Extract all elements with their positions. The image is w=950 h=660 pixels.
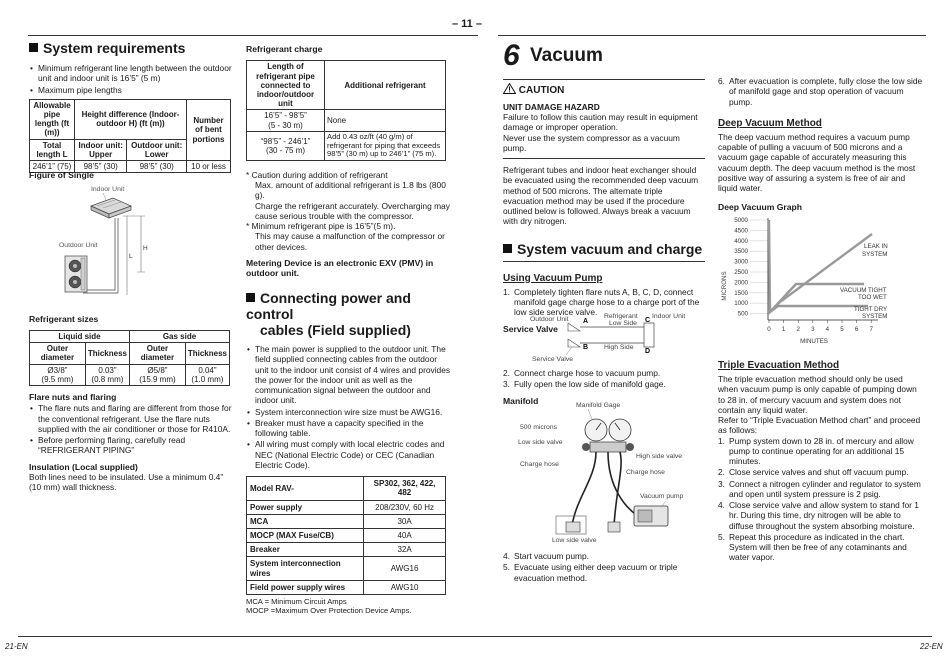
list-item: • The main power is supplied to the outdoor unit. The field supplied connecting cables from the outdoor unit to the indoor unit consist of 4 wires and provides the power for the indoor unit as well as the communication signal between the outdoor and indoor unit.	[246, 344, 452, 406]
vacuum-step-6	[718, 76, 923, 107]
chapter-heading: 6 Vacuum	[503, 39, 603, 72]
svg-text:Low side valve: Low side valve	[518, 439, 563, 446]
right-column	[718, 76, 923, 213]
leak-label-2: SYSTEM	[862, 251, 888, 258]
footer-right-page: 22-EN	[920, 642, 943, 651]
header-divider-right	[498, 35, 926, 36]
triple-evac-title: Triple Evacuation Method	[718, 360, 840, 371]
x-tick-label: 1	[781, 326, 786, 333]
flare-list	[29, 403, 234, 455]
table-row: Breaker 32A	[247, 543, 446, 557]
y-tick-label: 3000	[734, 258, 748, 266]
service-valve-title: Service Valve	[503, 323, 558, 334]
vt-label-2: TOO WET	[858, 294, 887, 301]
list-item: 2. Connect charge hose to vacuum pump.	[503, 368, 661, 378]
table-row: System interconnection wires AWG16	[247, 557, 446, 580]
electrical-spec-table	[246, 476, 446, 595]
requirements-list	[29, 63, 234, 95]
flare-title: Flare nuts and flaring	[29, 392, 117, 402]
system-requirements-heading: System requirements	[29, 40, 234, 56]
x-tick-label: 3	[811, 326, 815, 333]
vt-label-1: VACUUM TIGHT	[840, 287, 887, 294]
list-item: 1. Pump system down to 28 in. of mercury and allow pump to continue operating for an additional 15 minutes.	[718, 435, 914, 467]
manifold-diagram	[516, 398, 696, 548]
deep-vacuum-text: The deep vacuum method requires a vacuum pump capable of pulling a vacuum of 500 microns and a vacuum gage capable of accurately measuring this vacuum depth. The deep vacuum method is the most positive way of assuring a system is free of air and liquid water.	[718, 131, 916, 194]
svg-text:D: D	[645, 348, 651, 355]
list-item: 5. Repeat this procedure as indicated in the chart. System will then be free of any cotaminants and water vapor.	[718, 531, 907, 563]
list-item: 2. Close service valves and shut off vacuum pump.	[718, 467, 909, 478]
y-tick-label: 500	[737, 310, 748, 318]
svg-text:Charge hose: Charge hose	[520, 461, 559, 468]
list-item: • All wiring must comply with local electric codes and NEC (National Electric Code) or CEC (Canadian Electric Code).	[246, 439, 452, 470]
list-item: • System interconnection wire size must be AWG16.	[246, 407, 452, 417]
system-vacuum-heading: System vacuum and charge	[503, 241, 705, 257]
footer-left-page: 21-EN	[5, 642, 28, 651]
svg-text:Charge hose: Charge hose	[626, 469, 665, 476]
table-row: MCA 30A	[247, 514, 446, 528]
y-tick-label: 2500	[734, 269, 748, 276]
svg-text:High side valve: High side valve	[636, 453, 683, 460]
table-row: MOCP (MAX Fuse/CB) 40A	[247, 528, 446, 542]
spec-notes: MCA = Minimum Circuit Amps MOCP =Maximum Over Protection Device Amps.	[246, 596, 412, 616]
graph-xlabel: MINUTES	[800, 338, 828, 345]
x-tick-label: 2	[796, 326, 800, 333]
metering-device-note: Metering Device is an electronic EXV (PMV) in outdoor unit.	[246, 257, 434, 279]
y-tick-label: 2000	[734, 279, 748, 287]
list-item: 4. Close service valve and allow system to stand for 1 hr. During this time, dry nitrogen will be able to diffuse throughout the system absorbing moisture.	[718, 500, 919, 531]
list-item: • Minimum refrigerant line length between the outdoor unit and indoor unit is 16’5” (5 m)	[29, 63, 234, 84]
header-divider-left	[28, 35, 478, 36]
td-label-2: SYSTEM	[862, 313, 888, 320]
svg-text:B: B	[583, 344, 589, 351]
caution-label: CAUTION	[518, 84, 565, 96]
list-item: • Maximum pipe lengths	[29, 85, 234, 95]
table-row: Power supply 208/230V, 60 Hz	[247, 500, 446, 514]
left-column	[29, 40, 234, 173]
svg-text:Vacuum pump: Vacuum pump	[640, 493, 684, 500]
x-tick-label: 7	[869, 326, 873, 333]
single-figure	[55, 180, 165, 305]
vacuum-steps-c	[503, 551, 705, 583]
footer-divider	[18, 636, 932, 637]
x-tick-label: 4	[825, 326, 830, 333]
caution-box: CAUTION UNIT DAMAGE HAZARD Failure to follow this caution may result in equipment damage or improper operation. Never use the system compressor as a vacuum pump.	[503, 79, 705, 159]
insulation-title: Insulation (Local supplied)	[29, 461, 138, 472]
list-item: 3. Connect a nitrogen cylinder and regulator to system and open until system pressure is 2 psig.	[718, 478, 921, 499]
svg-text:Outdoor Unit: Outdoor Unit	[530, 316, 569, 323]
refrigerant-charge-table: Length of refrigerant pipe connected to indoor/outdoor unit Additional refrigerant 16’5” - 98’5” (5 - 30 m) None “98’5” - 246’1” (30 - 75 m) Add 0.43 oz/ft (40 g/m) of refrigerant for piping that exceeds 98’5” (30 m) up to 246’1” (75 m).	[246, 60, 446, 160]
table-row: Model RAV- SP302, 362, 422, 482	[247, 477, 446, 500]
svg-text:500 microns: 500 microns	[520, 424, 558, 431]
pipe-length-table: Allowable pipe length (ft (m)) Height difference (Indoor-outdoor H) (ft (m)) Number of bent portions Total length L Indoor unit: Upper Outdoor unit: Lower 246’1” (75) 98’5” (30) 98’5” (30) 10 or less	[29, 99, 231, 173]
middle-column	[246, 44, 452, 615]
deep-vacuum-graph	[718, 212, 898, 346]
svg-text:High Side: High Side	[604, 344, 634, 351]
charge-notes: * Caution during addition of refrigerant Max. amount of additional refrigerant is 1.8 lbs (800 g). Charge the refrigerant accurately. Overcharging may cause serious trouble with the compressor. * Minimum refrigerant pipe is 16’5”(5 m). This may cause a malfunction of the compressor or other devices.	[246, 169, 450, 252]
connecting-cables-heading: Connecting power and control cables (Field supplied)	[246, 289, 411, 339]
x-tick-label: 0	[767, 326, 771, 333]
list-item: • Breaker must have a capacity specified in the following table.	[246, 418, 452, 439]
manifold-title: Manifold	[503, 395, 539, 406]
vacuum-column	[503, 38, 705, 334]
vacuum-steps-c-wrap	[503, 551, 705, 584]
list-item: 5. Evacuate using either deep vacuum or triple evacuation method.	[503, 562, 678, 583]
refrigerant-sizes-title: Refrigerant sizes	[29, 314, 99, 324]
page-number: – 11 –	[452, 18, 482, 30]
svg-text:Manifold Gage: Manifold Gage	[576, 402, 621, 409]
list-item: 6. After evacuation is complete, fully close the low side of manifold gage and stop operation of vacuum pump.	[718, 76, 923, 107]
x-tick-label: 6	[854, 326, 859, 333]
y-tick-label: 5000	[734, 217, 748, 224]
triple-evac-refer: Refer to “Triple Evacuation Method chart” and proceed as follows:	[718, 415, 921, 436]
deep-vacuum-title: Deep Vacuum Method	[718, 117, 822, 129]
svg-text:Low side valve: Low side valve	[552, 537, 597, 544]
deep-vacuum-graph-title: Deep Vacuum Graph	[718, 202, 803, 213]
list-item: 4. Start vacuum pump.	[503, 551, 589, 561]
fig-indoor-label: Indoor Unit	[91, 186, 125, 193]
triple-evac-section	[718, 360, 923, 564]
warning-icon	[503, 83, 516, 94]
svg-text:A: A	[583, 318, 589, 325]
fig-H-label: H	[143, 245, 148, 252]
flare-section	[29, 392, 234, 493]
refrigerant-charge-title: Refrigerant charge	[246, 44, 323, 54]
hazard-title: UNIT DAMAGE HAZARD	[503, 101, 600, 112]
table-row: Field power supply wires AWG10	[247, 580, 446, 594]
y-tick-label: 1500	[734, 289, 748, 297]
y-tick-label: 4000	[734, 237, 748, 245]
list-item: • Before performing flaring, carefully read “REFRIGERANT PIPING”	[29, 435, 234, 456]
svg-text:C: C	[645, 317, 651, 324]
vacuum-intro: Refrigerant tubes and indoor heat exchanger should be evacuated using the recommended deep vacuum method of 500 microns. The alternate triple evacuation method may be used if the procedure outlined below is followed. Always break a vacuum with dry nitrogen.	[503, 165, 699, 227]
graph-ylabel: MICRONS	[721, 271, 728, 301]
triple-evac-steps	[718, 436, 923, 563]
svg-text:Service Valve: Service Valve	[532, 356, 574, 363]
service-valve-diagram	[528, 309, 708, 364]
list-item: 1. Completely tighten flare nuts A, B, C, D, connect manifold gage charge hose to a charge port of the low side service valve.	[503, 286, 700, 318]
using-vacuum-pump-title: Using Vacuum Pump	[503, 272, 603, 284]
svg-text:Indoor Unit: Indoor Unit	[652, 313, 686, 320]
triple-evac-text: The triple evacuation method should only be used when vacuum pump is only capable of pumping down to 28 in. of mercury vacuum and system does not contain any liquid water.	[718, 374, 917, 415]
connecting-cables-list	[246, 344, 452, 470]
y-tick-label: 3500	[734, 248, 748, 256]
y-tick-label: 1000	[734, 300, 748, 308]
y-tick-label: 4500	[734, 227, 748, 235]
svg-text:Refrigerant: Refrigerant	[604, 313, 638, 320]
leak-label-1: LEAK IN	[864, 243, 888, 250]
fig-outdoor-label: Outdoor Unit	[59, 242, 98, 249]
fig-L-label: L	[129, 253, 133, 260]
td-label-1: TIGHT DRY	[854, 306, 888, 313]
refrigerant-sizes-table: Liquid side Gas side Outer diameter Thickness Outer diameter Thickness Ø3/8” (9.5 mm) 0.03” (0.8 mm) Ø5/8” (15.9 mm) 0.04” (1.0 mm)	[29, 330, 230, 386]
list-item: • The flare nuts and flaring are different from those for the conventional refrigerant. Use the flare nuts supplied with the air conditioner or those for R410A.	[29, 403, 234, 434]
x-tick-label: 5	[840, 326, 844, 333]
figure-title: Figure of Single	[29, 170, 94, 180]
vacuum-steps-b	[503, 368, 705, 390]
svg-text:Low Side: Low Side	[609, 320, 637, 327]
list-item: 3. Fully open the low side of manifold gage.	[503, 379, 666, 390]
insulation-text: Both lines need to be insulated. Use a minimum 0.4” (10 mm) wall thickness.	[29, 472, 224, 493]
